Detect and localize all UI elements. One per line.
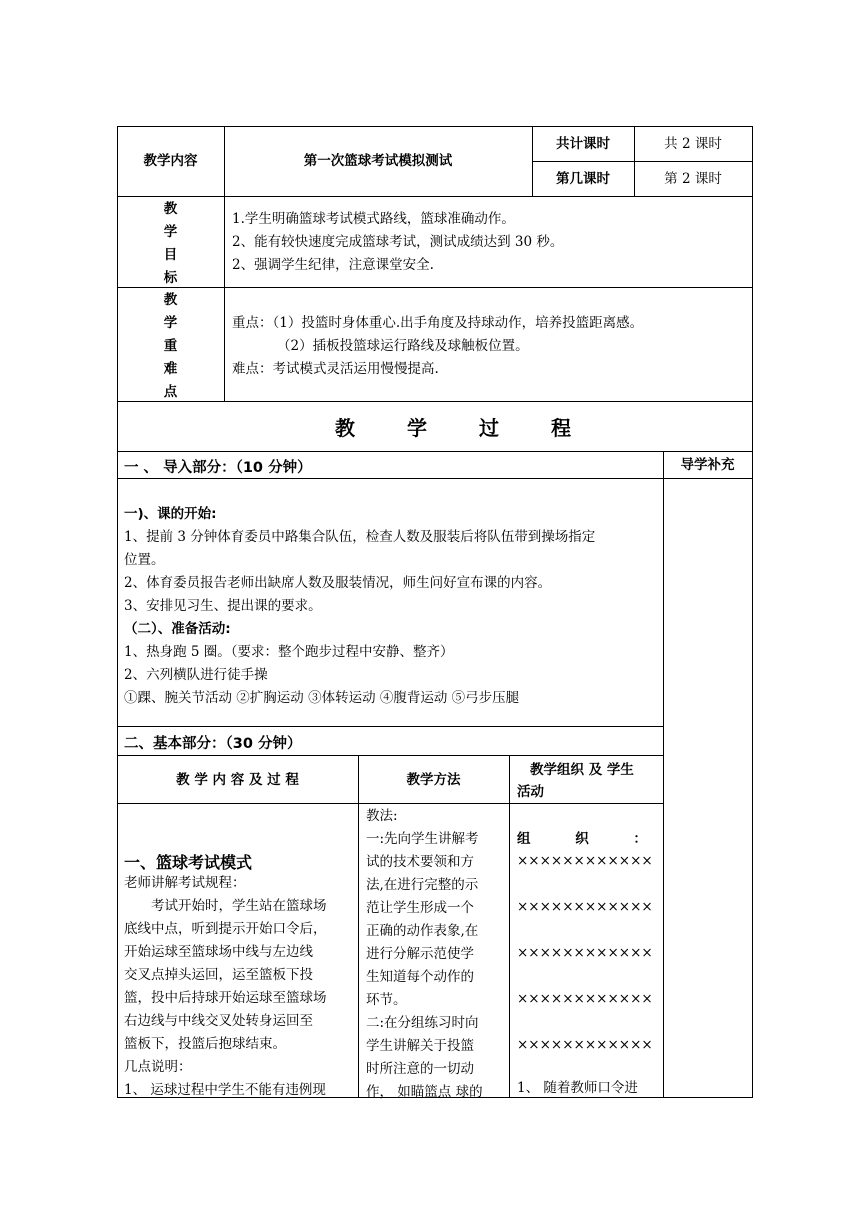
which-hour-label: 第几课时 [556, 171, 610, 187]
method-line: 试的技术要领和方 [366, 854, 474, 870]
method-line: 生知道每个动作的 [366, 969, 474, 985]
org-label: 组 织 ： [517, 831, 647, 847]
basic-divider-1 [358, 755, 359, 1098]
content-line: 右边线与中线交叉处转身运回至 [124, 1013, 313, 1029]
content-value: 第一次篮球考试模拟测试 [303, 153, 453, 169]
key-point-line: （2）插板投篮球运行路线及球触板位置。 [277, 338, 529, 354]
basic-divider-2 [509, 755, 510, 1098]
org-formation-row: ×××××××××××× [517, 899, 653, 915]
objective-line: 2、能有较快速度完成篮球考试，测试成绩达到 30 秒。 [232, 234, 564, 250]
content-line: 老师讲解考试规程： [124, 875, 246, 891]
key-point-line: 难点：考试模式灵活运用慢慢提高. [232, 361, 439, 377]
col-method-header: 教学方法 [406, 772, 461, 788]
intro-line: （二）、准备活动: [124, 621, 231, 637]
intro-line: 2、六列横队进行徒手操 [124, 667, 268, 683]
supplement-label: 导学补充 [680, 457, 735, 473]
org-formation-row: ×××××××××××× [517, 945, 653, 961]
intro-line: 一)、课的开始: [124, 506, 217, 522]
org-activity-line: 1、 随着教师口令进 [517, 1080, 638, 1096]
method-text [366, 805, 483, 1104]
key-points-label [117, 289, 224, 404]
content-line: 交叉点掉头运回，运至篮板下投 [124, 967, 313, 983]
objectives-label [117, 198, 224, 290]
content-line: 篮，投中后持球开始运球至篮球场 [124, 990, 327, 1006]
content-label: 教学内容 [143, 153, 198, 169]
objectives-label-char: 目 [163, 247, 178, 263]
key-points-label-char: 点 [163, 384, 178, 400]
method-line: 一:先向学生讲解考 [366, 831, 479, 847]
row-line-4 [117, 451, 753, 452]
key-point-line: 重点：（1）投篮时身体重心.出手角度及持球动作，培养投篮距离感。 [232, 315, 644, 331]
objectives-label-char: 标 [163, 270, 178, 286]
row-line-1 [117, 196, 753, 197]
key-points-label-char: 难 [163, 361, 178, 377]
content-line: 1、 运球过程中学生不能有违例现 [124, 1082, 326, 1098]
total-hours-label: 共计课时 [556, 136, 610, 152]
key-points-label-char: 教 [163, 292, 178, 308]
header-mid-line [532, 161, 753, 162]
intro-title: 一 、 导入部分：（10 分钟） [124, 460, 312, 476]
key-points-text [232, 312, 643, 381]
method-line: 范让学生形成一个 [366, 900, 474, 916]
method-line: 时所注意的一切动 [366, 1061, 474, 1077]
objective-line: 2、强调学生纪律，注意课堂安全. [232, 257, 434, 273]
method-line: 进行分解示范使学 [366, 946, 474, 962]
key-points-label-char: 重 [163, 338, 178, 354]
org-formation-row: ×××××××××××× [517, 853, 653, 869]
row-line-7 [117, 755, 664, 756]
method-line: 法,在进行完整的示 [366, 877, 479, 893]
method-line: 正确的动作表象,在 [366, 923, 479, 939]
org-formation-row: ×××××××××××× [517, 1037, 653, 1053]
method-line: 二:在分组练习时向 [366, 1015, 479, 1031]
content-line: 几点说明： [124, 1059, 192, 1075]
content-line: 考试开始时，学生站在篮球场 [151, 898, 327, 914]
table-border-right [752, 126, 753, 1098]
objectives-label-char: 学 [163, 224, 178, 240]
total-hours-value: 共 2 课时 [664, 136, 722, 152]
objectives-text [232, 208, 563, 277]
method-line: 学生讲解关于投篮 [366, 1038, 474, 1054]
method-line: 环节。 [366, 992, 407, 1008]
content-line: 底线中点，听到提示开始口令后， [124, 921, 327, 937]
col-content-header: 教 学 内 容 及 过 程 [176, 772, 299, 788]
intro-line: 3、安排见习生、提出课的要求。 [124, 598, 322, 614]
which-hour-value: 第 2 课时 [664, 171, 722, 187]
intro-line: 1、热身跑 5 圈。（要求：整个跑步过程中安静、整齐） [124, 644, 454, 660]
col-org-header-line1: 教学组织 及 学生 [530, 762, 634, 778]
method-line: 作， 如瞄篮点 球的 [366, 1084, 483, 1100]
table-border-top [117, 126, 753, 127]
content-line: 开始运球至篮球场中线与左边线 [124, 944, 313, 960]
basic-title: 二、基本部分：（30 分钟） [124, 736, 302, 752]
content-text [124, 872, 354, 1102]
intro-line: 2、体育委员报告老师出缺席人数及服装情况，师生问好宣布课的内容。 [124, 575, 552, 591]
row-line-6 [117, 726, 664, 727]
method-line: 教法: [366, 808, 398, 824]
intro-line: 1、提前 3 分钟体育委员中路集合队伍，检查人数及服装后将队伍带到操场指定 [124, 529, 596, 545]
content-line: 篮板下，投篮后抱球结束。 [124, 1036, 286, 1052]
process-title: 教学过程 [335, 416, 623, 440]
content-heading: 一、篮球考试模式 [124, 853, 253, 872]
supplement-divider [663, 451, 664, 1098]
objectives-label-char: 教 [163, 201, 178, 217]
row-line-8 [117, 803, 664, 804]
objective-line: 1.学生明确篮球考试模式路线，篮球准确动作。 [232, 211, 515, 227]
col-org-header-line2: 活动 [517, 784, 544, 800]
intro-line: ①踝、腕关节活动 ②扩胸运动 ③体转运动 ④腹背运动 ⑤弓步压腿 [124, 690, 520, 706]
key-points-label-char: 学 [163, 315, 178, 331]
org-formation-row: ×××××××××××× [517, 991, 653, 1007]
row-line-5 [117, 478, 753, 479]
intro-text [124, 503, 595, 710]
intro-line: 位置。 [124, 552, 165, 568]
